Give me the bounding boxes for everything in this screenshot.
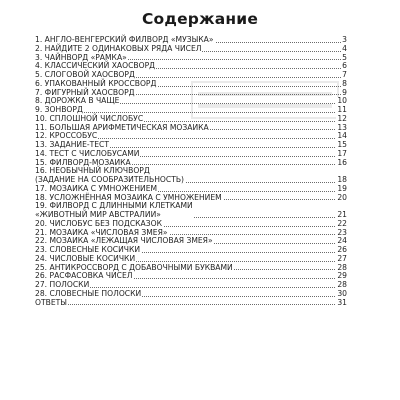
toc-entry-number: 5. (35, 70, 43, 79)
toc-entry-label: СЛОВЕСНЫЕ ПОЛОСКИ (49, 288, 142, 298)
toc-entry-number: 13. (35, 140, 48, 149)
toc-entry-label: ПОЛОСКИ (49, 280, 90, 289)
toc-entry-number: 4. (35, 61, 43, 71)
toc-entry (35, 167, 347, 185)
toc-entry-label: ОТВЕТЫ (35, 297, 67, 307)
toc-entry-number: 14. (35, 148, 48, 158)
toc-entry-number: 8. (35, 96, 43, 106)
toc-page-number: 3 (342, 35, 347, 44)
toc-entry-label: ФИЛВОРД С ДЛИННЫМИ КЛЕТКАМИ (49, 201, 193, 211)
toc-entry-label: ЗАДАНИЕ-ТЕСТ (49, 140, 109, 149)
toc-entry-number: 19. (35, 201, 48, 211)
toc-page-number: 15 (337, 140, 347, 149)
toc-entry-number: 3. (35, 52, 43, 62)
toc-entry-label: ДОРОЖКА В ЧАЩЕ (44, 96, 120, 106)
toc-entry-label: УПАКОВАННЫЙ КРОССВОРД (44, 78, 157, 88)
toc-entry-number: 27. (35, 280, 48, 289)
toc-page-number: 12 (337, 113, 347, 123)
toc-entry-number: 23. (35, 245, 48, 254)
toc-page-number: 27 (337, 253, 347, 263)
toc-entry-label: КРОССОБУС (49, 131, 98, 141)
toc-entry-title (35, 299, 67, 308)
toc-entry-text (35, 202, 194, 220)
toc-entry-label: НАЙДИТЕ 2 ОДИНАКОВЫХ РЯДА ЧИСЕЛ (44, 43, 202, 53)
toc-entry-number: 24. (35, 253, 48, 263)
toc-entry-number: 11. (35, 122, 48, 132)
toc-entry-label: СПЛОШНОЙ ЧИСЛОБУС (49, 113, 144, 123)
toc-entry-label: МОЗАИКА «ЛЕЖАЩАЯ ЧИСЛОВАЯ ЗМЕЯ» (49, 236, 213, 246)
toc-entry-label: МОЗАИКА «ЧИСЛОВАЯ ЗМЕЯ» (49, 227, 168, 237)
toc-page-number: 23 (337, 227, 347, 237)
toc-page-number: 22 (337, 218, 347, 228)
toc-page-number: 17 (337, 148, 347, 158)
toc-page-number: 31 (337, 297, 347, 307)
toc-entry-label: АНГЛО-ВЕНГЕРСКИЙ ФИЛВОРД «МУЗЫКА» (44, 35, 214, 44)
toc-entry-label: РАСФАСОВКА ЧИСЕЛ (49, 271, 133, 281)
toc-entry-number: 15. (35, 157, 48, 167)
toc-page-number: 26 (337, 245, 347, 254)
toc-page-number: 6 (342, 61, 347, 71)
toc-entry (35, 290, 347, 299)
toc-entry-subtitle: «ЖИВОТНЫЙ МИР АВСТРАЛИИ» (35, 210, 161, 219)
toc-entry-number: 10. (35, 113, 48, 123)
toc-entry-number: 17. (35, 183, 48, 193)
toc-entry-text (35, 167, 185, 185)
toc-entry-number: 28. (35, 288, 48, 298)
dot-leader (35, 304, 347, 305)
toc-page-number: 4 (342, 43, 347, 53)
toc-entry-number: 26. (35, 271, 48, 281)
toc-entry-number: 9. (35, 105, 43, 114)
toc-entry-label: ЧИСЛОБУС БЕЗ ПОДСКАЗОК (49, 218, 162, 228)
toc-page-number: 28 (337, 280, 347, 289)
toc-page-number: 16 (337, 157, 347, 167)
toc-page-number: 7 (342, 70, 347, 79)
toc-entry-number: 20. (35, 218, 48, 228)
toc-list (35, 36, 347, 307)
toc-entry (35, 299, 347, 308)
toc-entry-label: НЕОБЫЧНЫЙ КЛЮЧВОРД (49, 166, 150, 176)
toc-entry-number: 2. (35, 43, 43, 53)
toc-page-number: 19 (337, 183, 347, 193)
toc-entry-label: КЛАССИЧЕСКИЙ ХАОСВОРД (44, 61, 156, 71)
toc-entry-number: 25. (35, 262, 48, 272)
toc-entry-label: АНТИКРОССВОРД С ДОБАВОЧНЫМИ БУКВАМИ (49, 262, 233, 272)
toc-title: Содержание (141, 10, 259, 28)
toc-page-number: 29 (337, 271, 347, 281)
toc-entry-label: УСЛОЖНЁННАЯ МОЗАИКА С УМНОЖЕНИЕМ (49, 192, 222, 202)
toc-page-number: 18 (337, 175, 347, 184)
toc-entry-number: 6. (35, 78, 43, 88)
toc-entry-label: ЧАЙНВОРД «РАМКА» (44, 52, 127, 62)
toc-entry-number: 22. (35, 236, 48, 246)
toc-page-number: 20 (337, 192, 347, 202)
toc-page-number: 28 (337, 262, 347, 272)
toc-entry-number: 7. (35, 87, 43, 97)
toc-entry-number: 18. (35, 192, 48, 202)
toc-entry-number: 12. (35, 131, 48, 141)
toc-entry-label: МОЗАИКА С УМНОЖЕНИЕМ (49, 183, 158, 193)
toc-entry-label: ЗОНВОРД (44, 105, 83, 114)
toc-entry-label: ТЕСТ С ЧИСЛОБУСАМИ (49, 148, 140, 158)
toc-page-number: 13 (337, 122, 347, 132)
toc-entry (35, 202, 347, 220)
toc-page-number: 14 (337, 131, 347, 141)
toc-page-number: 21 (337, 210, 347, 219)
toc-page-number: 9 (342, 87, 347, 97)
toc-entry-label: СЛОВЕСНЫЕ КОСИЧКИ (49, 245, 141, 254)
toc-entry-text (35, 299, 68, 308)
toc-entry-number: 1. (35, 35, 43, 44)
toc-entry-number: 16. (35, 166, 48, 176)
toc-entry-label: ФИЛВОРД-МОЗАИКА (49, 157, 131, 167)
toc-page-number: 10 (337, 96, 347, 106)
toc-entry-label: ЧИСЛОВЫЕ КОСИЧКИ (49, 253, 136, 263)
toc-entry-label: ФИГУРНЫЙ ХАОСВОРД (44, 87, 135, 97)
toc-entry-label: БОЛЬШАЯ АРИФМЕТИЧЕСКАЯ МОЗАИКА (49, 122, 209, 132)
toc-entry-label: СЛОГОВОЙ ХАОСВОРД (44, 70, 135, 79)
toc-page-number: 5 (342, 52, 347, 62)
toc-entry-number: 21. (35, 227, 48, 237)
toc-page-number: 8 (342, 78, 347, 88)
toc-page-number: 11 (337, 105, 347, 114)
toc-page-number: 30 (337, 288, 347, 298)
toc-page-number: 24 (337, 236, 347, 246)
toc-entry-subtitle: (ЗАДАНИЕ НА СООБРАЗИТЕЛЬНОСТЬ) (35, 175, 185, 184)
